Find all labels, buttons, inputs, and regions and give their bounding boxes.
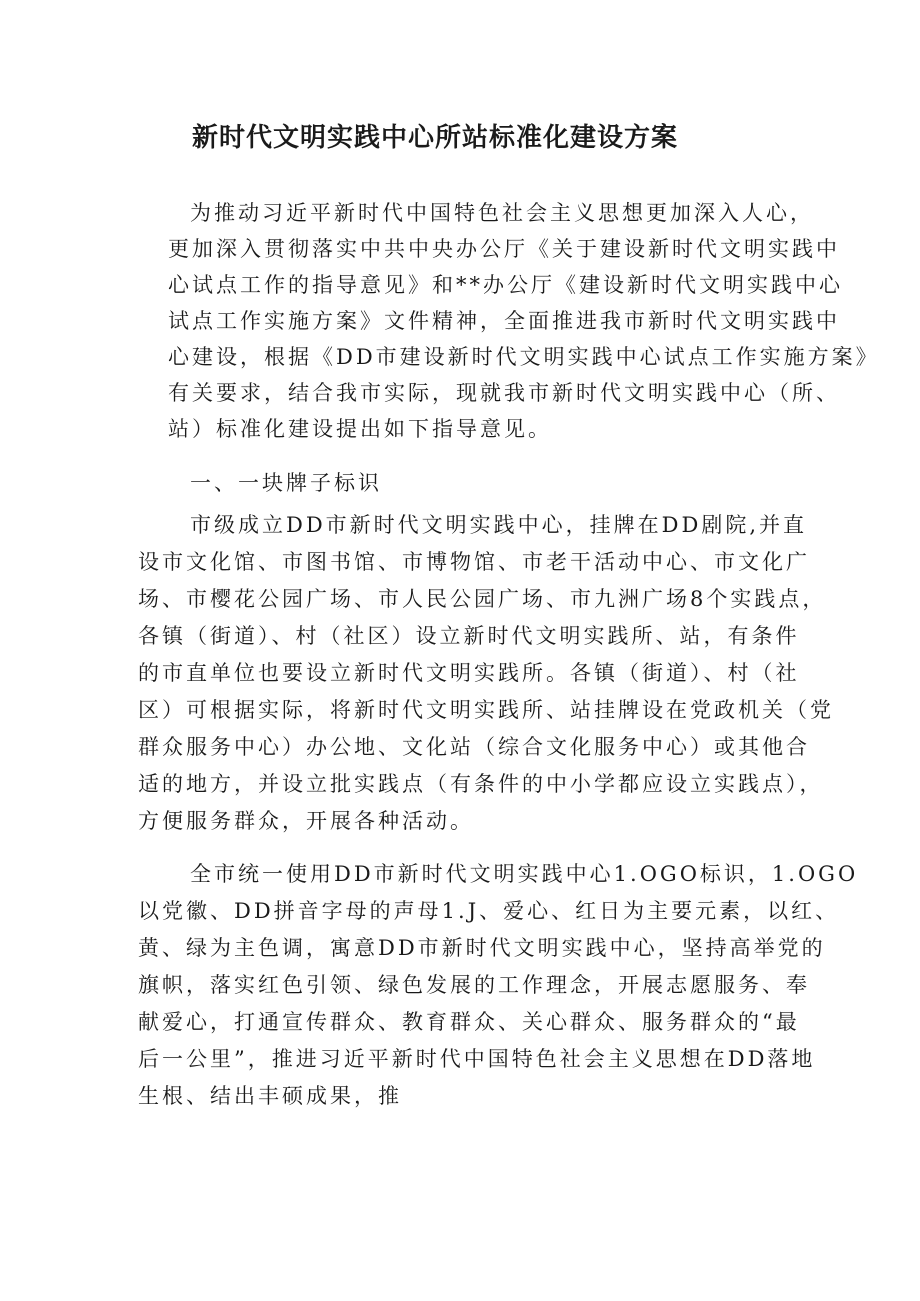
text-line: 适的地方，并设立批实践点（有条件的中小学都应设立实践点），	[138, 772, 824, 796]
page-title: 新时代文明实践中心所站标准化建设方案	[191, 123, 678, 153]
text-line: 黄、绿为主色调，寓意DD市新时代文明实践中心，坚持高举党的	[138, 936, 826, 960]
text-line: 全市统一使用DD市新时代文明实践中心1.OGO标识，1.OGO	[190, 862, 859, 886]
text-line: 旗帜，落实红色引领、绿色发展的工作理念，开展志愿服务、奉	[138, 973, 810, 997]
text-line: 的市直单位也要设立新时代文明实践所。各镇（街道）、村（社	[138, 661, 800, 685]
text-line: 以党徽、DD拼音字母的声母1.J、爱心、红日为主要元素，以红、	[138, 899, 840, 923]
text-line: 心试点工作的指导意见》和**办公厅《建设新时代文明实践中心	[168, 273, 843, 297]
text-line: 献爱心，打通宣传群众、教育群众、关心群众、服务群众的“最	[138, 1010, 800, 1034]
text-line: 各镇（街道）、村（社区）设立新时代文明实践所、站，有条件	[138, 624, 800, 648]
text-line: 更加深入贯彻落实中共中央办公厅《关于建设新时代文明实践中	[168, 237, 840, 261]
text-line: 后一公里”，推进习近平新时代中国特色社会主义思想在DD落地	[138, 1047, 816, 1071]
text-line: 心建设，根据《DD市建设新时代文明实践中心试点工作实施方案》	[168, 345, 880, 369]
text-line: 设市文化馆、市图书馆、市博物馆、市老干活动中心、市文化广	[138, 550, 810, 574]
text-line: 场、市樱花公园广场、市人民公园广场、市九洲广场8个实践点，	[138, 587, 827, 611]
text-line: 有关要求，结合我市实际，现就我市新时代文明实践中心（所、	[168, 381, 840, 405]
text-line: 群众服务中心）办公地、文化站（综合文化服务中心）或其他合	[138, 735, 810, 759]
text-line: 生根、结出丰硕成果，推	[138, 1084, 402, 1108]
text-line: 为推动习近平新时代中国特色社会主义思想更加深入人心，	[190, 201, 814, 225]
text-line: 市级成立DD市新时代文明实践中心，挂牌在DD剧院,并直	[190, 513, 808, 537]
section-heading: 一、一块牌子标识	[190, 471, 382, 495]
text-line: 站）标准化建设提出如下指导意见。	[168, 417, 552, 441]
text-line: 区）可根据实际，将新时代文明实践所、站挂牌设在党政机关（党	[138, 698, 834, 722]
text-line: 试点工作实施方案》文件精神，全面推进我市新时代文明实践中	[168, 309, 840, 333]
text-line: 方便服务群众，开展各种活动。	[138, 809, 474, 833]
